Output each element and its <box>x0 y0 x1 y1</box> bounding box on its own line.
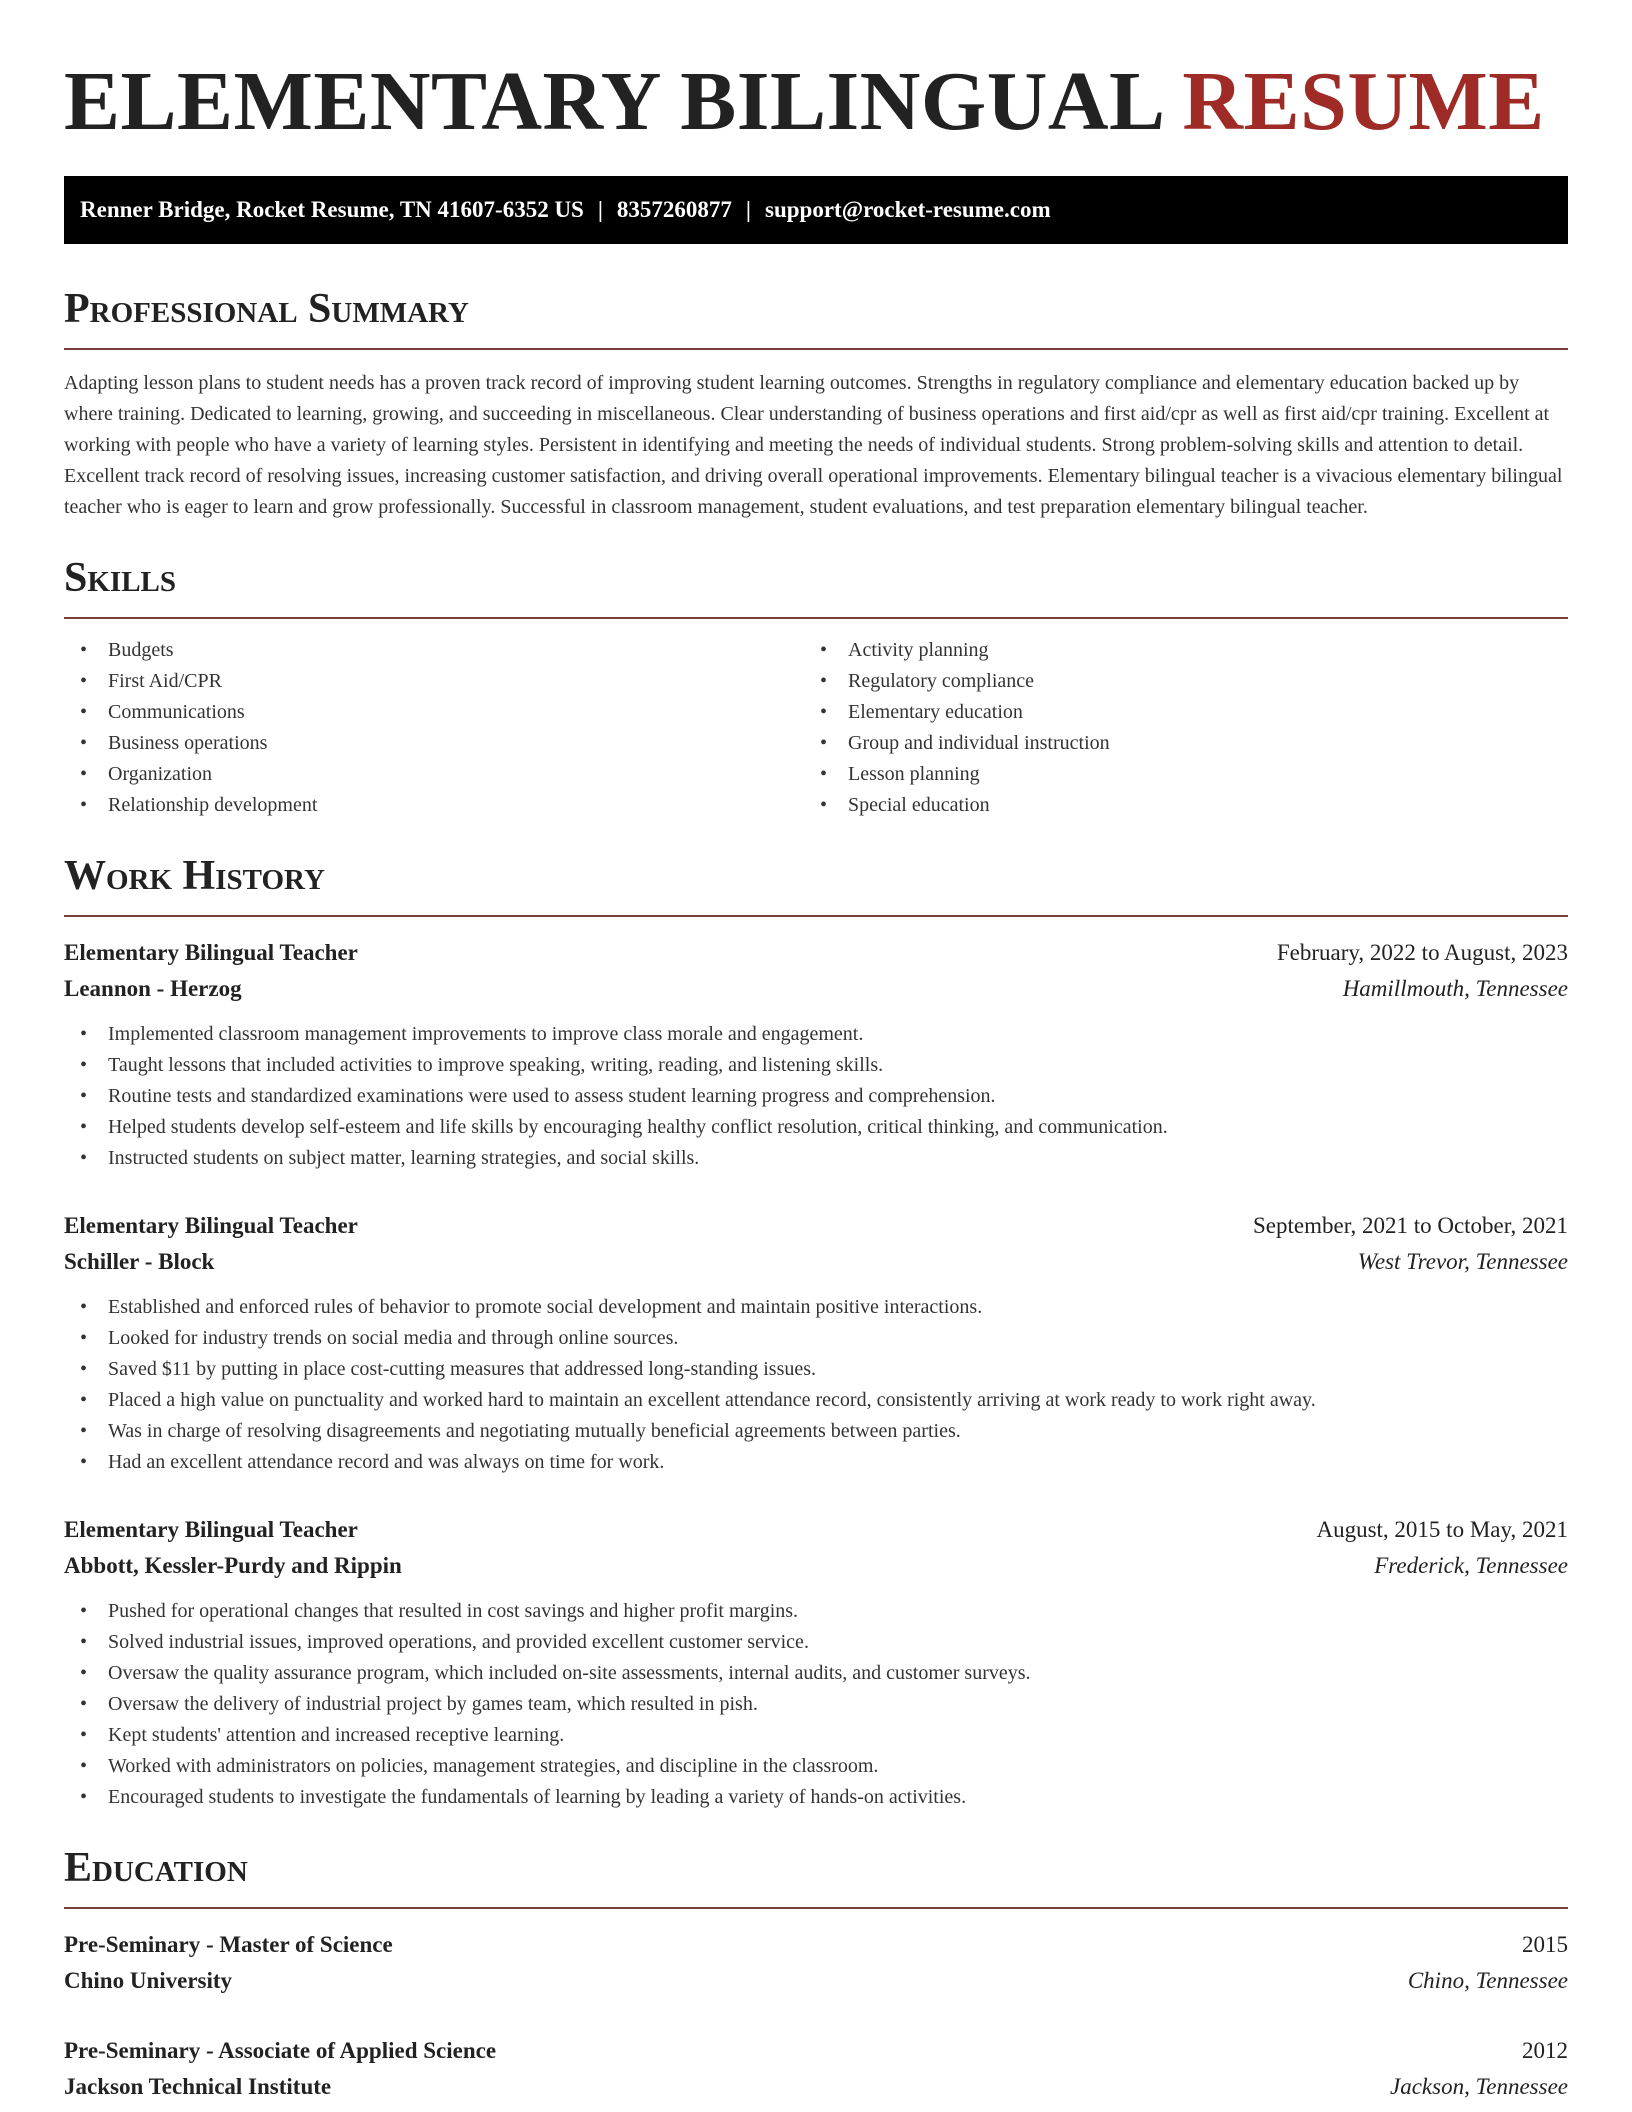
job-bullets <box>64 1292 1568 1478</box>
resume-title <box>64 0 1568 152</box>
job-dates: February, 2022 to August, 2023 <box>1276 940 1568 965</box>
education-degree-row <box>64 2033 1568 2069</box>
job-entry <box>64 1512 1568 1813</box>
job-bullet: • Implemented classroom management improvements to improve class morale and engagement. <box>64 1019 1568 1050</box>
skill-item: • Special education <box>804 790 1544 821</box>
education-school-row <box>64 1963 1568 1999</box>
skill-item: • Regulatory compliance <box>804 666 1544 697</box>
contact-phone: 8357260877 <box>616 197 732 222</box>
skill-item: • First Aid/CPR <box>64 666 804 697</box>
job-bullet: • Saved $11 by putting in place cost-cutting measures that addressed long-standing issues. <box>64 1354 1568 1385</box>
skills-grid <box>64 635 1568 821</box>
skills-column-left <box>64 635 804 821</box>
contact-address: Renner Bridge, Rocket Resume, TN 41607-6352 US <box>80 197 584 222</box>
contact-separator: | <box>745 197 751 222</box>
job-bullet: • Had an excellent attendance record and was always on time for work. <box>64 1447 1568 1478</box>
job-bullet: • Oversaw the delivery of industrial project by games team, which resulted in pish. <box>64 1689 1568 1720</box>
job-location: West Trevor, Tennessee <box>1357 1249 1568 1274</box>
work-history-section <box>64 851 1568 1813</box>
job-bullet: • Kept students' attention and increased receptive learning. <box>64 1720 1568 1751</box>
job-title: Elementary Bilingual Teacher <box>64 940 358 965</box>
education-entry <box>64 2033 1568 2105</box>
education-location: Jackson, Tennessee <box>1390 2074 1568 2099</box>
education-entry <box>64 1927 1568 1999</box>
section-heading-skills: Skills <box>64 553 1568 619</box>
job-bullet: • Solved industrial issues, improved operations, and provided excellent customer service. <box>64 1627 1568 1658</box>
job-entry <box>64 935 1568 1174</box>
skill-item: • Budgets <box>64 635 804 666</box>
education-location: Chino, Tennessee <box>1407 1968 1568 1993</box>
title-accent: RESUME <box>1182 55 1545 148</box>
education-year: 2012 <box>1522 2038 1568 2063</box>
education-year: 2015 <box>1522 1932 1568 1957</box>
contact-email[interactable]: support@rocket-resume.com <box>765 197 1051 222</box>
education-school-row <box>64 2069 1568 2105</box>
job-entry <box>64 1208 1568 1478</box>
job-company: Abbott, Kessler-Purdy and Rippin <box>64 1553 402 1578</box>
skill-item: • Elementary education <box>804 697 1544 728</box>
job-bullet: • Was in charge of resolving disagreements and negotiating mutually beneficial agreements between parties. <box>64 1416 1568 1447</box>
job-bullets <box>64 1019 1568 1174</box>
job-company: Leannon - Herzog <box>64 976 242 1001</box>
education-school: Chino University <box>64 1968 233 1993</box>
job-bullet: • Taught lessons that included activities to improve speaking, writing, reading, and listening skills. <box>64 1050 1568 1081</box>
section-heading-work-history: Work History <box>64 851 1568 917</box>
job-bullet: • Helped students develop self-esteem and life skills by encouraging healthy conflict resolution, critical thinking, and communication. <box>64 1112 1568 1143</box>
job-title: Elementary Bilingual Teacher <box>64 1213 358 1238</box>
education-degree: Pre-Seminary - Master of Science <box>64 1932 393 1957</box>
job-title: Elementary Bilingual Teacher <box>64 1517 358 1542</box>
summary-text: Adapting lesson plans to student needs has a proven track record of improving student learning outcomes. Strengths in regulatory compliance and elementary education backed up by where training. Dedicated to learning, growing, and succeeding in miscellaneous. Clear understanding of business operations and first aid/cpr as well as first aid/cpr training. Excellent at working with people who have a variety of learning styles. Persistent in identifying and meeting the needs of individual students. Strong problem-solving skills and attention to detail. Excellent track record of resolving issues, increasing customer satisfaction, and driving overall operational improvements. Elementary bilingual teacher is a vivacious elementary bilingual teacher who is eager to learn and grow professionally. Successful in classroom management, student evaluations, and test preparation elementary bilingual teacher. <box>64 372 1563 518</box>
skill-item: • Activity planning <box>804 635 1544 666</box>
skill-item: • Communications <box>64 697 804 728</box>
job-bullet: • Established and enforced rules of behavior to promote social development and maintain positive interactions. <box>64 1292 1568 1323</box>
job-header-row <box>64 935 1568 971</box>
job-location: Frederick, Tennessee <box>1374 1553 1568 1578</box>
job-bullet: • Worked with administrators on policies, management strategies, and discipline in the classroom. <box>64 1751 1568 1782</box>
education-section <box>64 1843 1568 2105</box>
education-degree: Pre-Seminary - Associate of Applied Science <box>64 2038 497 2063</box>
section-heading-education: Education <box>64 1843 1568 1909</box>
title-main: ELEMENTARY BILINGUAL <box>64 55 1161 148</box>
contact-bar <box>64 176 1568 244</box>
section-heading-summary: Professional Summary <box>64 284 1568 350</box>
job-bullets <box>64 1596 1568 1813</box>
job-bullet: • Placed a high value on punctuality and worked hard to maintain an excellent attendance record, consistently arriving at work ready to work right away. <box>64 1385 1568 1416</box>
professional-summary-section <box>64 284 1568 523</box>
job-header-row <box>64 1208 1568 1244</box>
job-company-row <box>64 1548 1568 1584</box>
job-dates: August, 2015 to May, 2021 <box>1316 1517 1568 1542</box>
education-school: Jackson Technical Institute <box>64 2074 332 2099</box>
job-bullet: • Routine tests and standardized examinations were used to assess student learning progress and comprehension. <box>64 1081 1568 1112</box>
skills-section <box>64 553 1568 821</box>
skill-item: • Business operations <box>64 728 804 759</box>
resume-page <box>64 0 1568 2105</box>
skill-item: • Lesson planning <box>804 759 1544 790</box>
job-bullet: • Encouraged students to investigate the fundamentals of learning by leading a variety of hands-on activities. <box>64 1782 1568 1813</box>
job-bullet: • Instructed students on subject matter, learning strategies, and social skills. <box>64 1143 1568 1174</box>
contact-separator: | <box>597 197 603 222</box>
skill-item: • Group and individual instruction <box>804 728 1544 759</box>
job-company-row <box>64 1244 1568 1280</box>
job-dates: September, 2021 to October, 2021 <box>1253 1213 1568 1238</box>
job-company-row <box>64 971 1568 1007</box>
education-degree-row <box>64 1927 1568 1963</box>
job-company: Schiller - Block <box>64 1249 215 1274</box>
job-bullet: • Oversaw the quality assurance program, which included on-site assessments, internal audits, and customer surveys. <box>64 1658 1568 1689</box>
job-location: Hamillmouth, Tennessee <box>1342 976 1568 1001</box>
job-bullet: • Pushed for operational changes that resulted in cost savings and higher profit margins. <box>64 1596 1568 1627</box>
job-bullet: • Looked for industry trends on social media and through online sources. <box>64 1323 1568 1354</box>
job-header-row <box>64 1512 1568 1548</box>
skills-column-right <box>804 635 1544 821</box>
skill-item: • Organization <box>64 759 804 790</box>
skill-item: • Relationship development <box>64 790 804 821</box>
